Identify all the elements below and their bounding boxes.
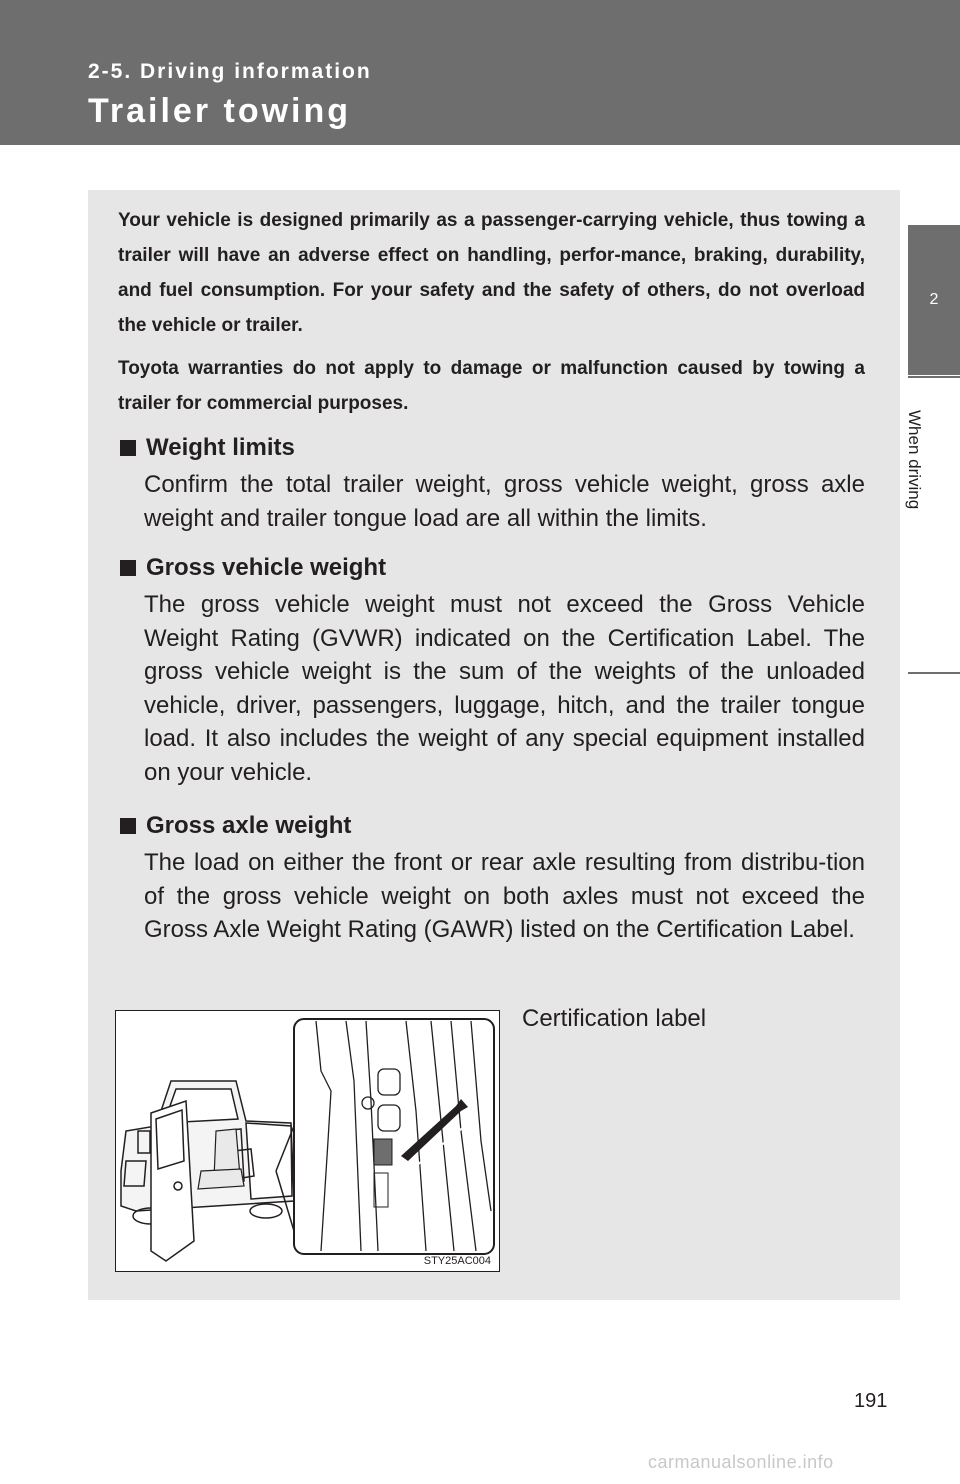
section-label: 2-5. Driving information [88,60,372,83]
chapter-tab-number[interactable]: 2 [908,225,960,375]
watermark-text[interactable]: carmanualsonline.info [648,1452,834,1472]
square-bullet-icon [120,818,136,834]
open-door [151,1101,194,1261]
section-weight-limits [118,432,865,535]
square-bullet-icon [120,440,136,456]
chapter-tab-divider [908,672,960,674]
intro-paragraph: Your vehicle is designed primarily as a passenger-carrying vehicle, thus towing a trailer will have an adverse effect on handling, perfor-mance, braking, durability, and fuel consumption. For your safety and the safety of others, do not overload the vehicle or trailer. [118,210,865,336]
chapter-tab-label-box[interactable] [905,380,960,670]
section-gross-axle-weight [118,810,865,947]
figure-caption: Certification label [522,1005,707,1032]
page-number: 191 [854,1390,888,1412]
section-heading [118,810,865,842]
figure-code: STY25AC004 [423,1255,491,1267]
section-heading [118,552,865,584]
certification-label-illustration [115,1010,500,1272]
intro-paragraph: Toyota warranties do not apply to damage or malfunction caused by towing a trailer for commercial purposes. [118,358,865,414]
vehicle-outline [121,1081,294,1224]
section-heading-text: Gross vehicle weight [146,554,387,581]
chapter-tab-label: When driving [905,410,924,510]
chapter-tab-divider [908,376,960,378]
header-bar [0,0,960,145]
zoom-inset [294,1019,494,1254]
section-body: The load on either the front or rear axle resulting from distribu-tion of the gross vehicle weight on both axles must not exceed the Gross Axle Weight Rating (GAWR) listed on the Certification Label. [144,849,865,943]
vehicle-door-illustration [116,1011,499,1271]
section-body: The gross vehicle weight must not exceed the Gross Vehicle Weight Rating (GVWR) indicated on the Certification Label. The gross vehicle weight is the sum of the weights of the unloaded vehicle, driver, passengers, luggage, hitch, and the trailer tongue load. It also includes the weight of any special equipment installed on your vehicle. [144,591,865,786]
section-gross-vehicle-weight [118,552,865,789]
square-bullet-icon [120,560,136,576]
section-heading-text: Gross axle weight [146,812,352,839]
section-heading [118,432,865,464]
page-title: Trailer towing [88,92,352,130]
section-body: Confirm the total trailer weight, gross vehicle weight, gross axle weight and trailer tongue load are all within the limits. [144,471,865,532]
section-heading-text: Weight limits [146,434,295,461]
